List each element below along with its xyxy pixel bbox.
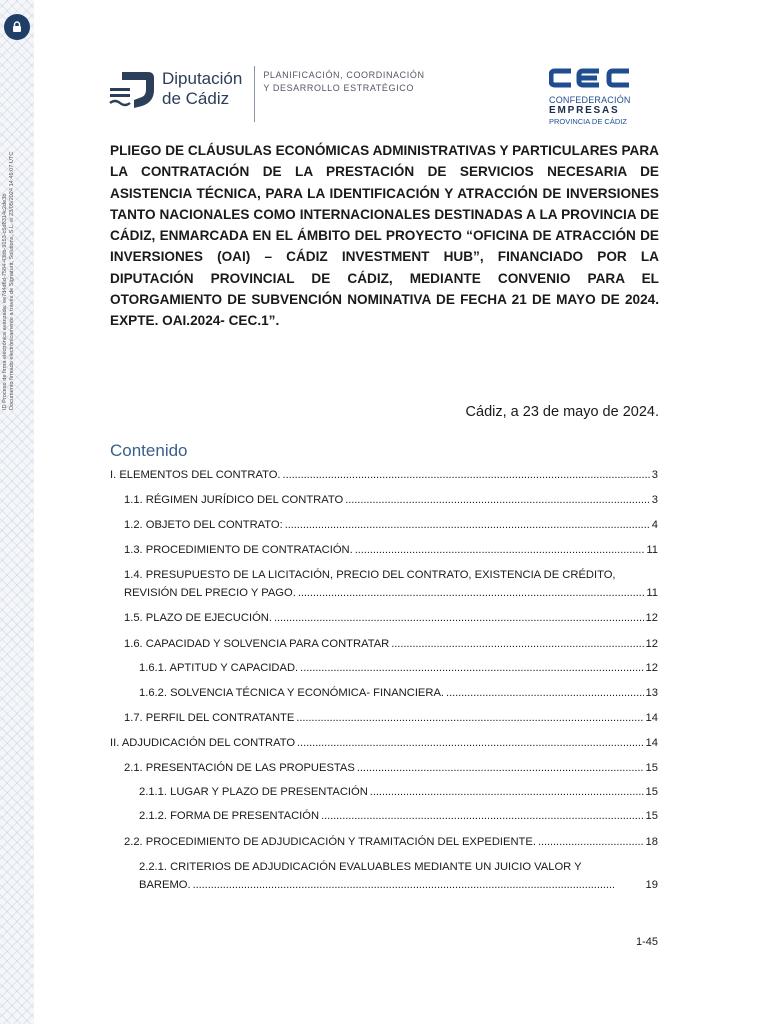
toc-dot-leader [297, 737, 644, 749]
toc-dot-leader [193, 879, 644, 891]
toc-dot-leader [298, 587, 645, 599]
page-number: 1-45 [635, 936, 658, 948]
toc-entry-text: 1.7. PERFIL DEL CONTRATANTE [124, 712, 295, 724]
department-line-2: Y DESARROLLO ESTRATÉGICO [263, 83, 414, 93]
signature-line-2: Documento firmado electrónicamente a través de Signaturit, Solutions, S.L. el 23/05/2024 14:45:07 UTC [9, 151, 15, 410]
toc-entry-page: 19 [645, 879, 658, 891]
toc-dot-leader [446, 687, 644, 699]
toc-entry-text: 1.1. RÉGIMEN JURÍDICO DEL CONTRATO [124, 494, 344, 506]
toc-entry-text: II. ADJUDICACIÓN DEL CONTRATO [110, 737, 296, 749]
lock-icon[interactable] [4, 14, 30, 40]
signature-sidebar [0, 0, 34, 1024]
toc-entry[interactable] [124, 638, 658, 650]
toc-entry-page: 3 [651, 494, 658, 506]
toc-entry-page: 12 [645, 662, 658, 674]
toc-entry-page: 12 [645, 612, 658, 624]
toc-heading: Contenido [110, 441, 188, 460]
toc-entry-text: BAREMO. [139, 879, 191, 891]
toc-entry[interactable] [124, 519, 658, 531]
toc-entry-page: 15 [645, 762, 658, 774]
toc-dot-leader [391, 638, 643, 650]
cec-logo [549, 68, 633, 127]
department-line-1: PLANIFICACIÓN, COORDINACIÓN [263, 70, 425, 80]
toc-dot-leader [538, 836, 644, 848]
diputacion-name-line-1: Diputación [162, 69, 243, 88]
toc-entry-page: 18 [645, 836, 658, 848]
toc-entry-text-wrapped[interactable]: 2.2.1. CRITERIOS DE ADJUDICACIÓN EVALUABLES MEDIANTE UN JUICIO VALOR Y [139, 861, 582, 873]
signature-text [2, 140, 28, 410]
toc-entry-page: 3 [651, 469, 658, 481]
toc-entry[interactable] [124, 836, 658, 848]
document-title: PLIEGO DE CLÁUSULAS ECONÓMICAS ADMINISTRATIVAS Y PARTICULARES PARA LA CONTRATACIÓN DE LA PRESTACIÓN DE SERVICIOS NECESARIA DE ASISTENCIA TÉCNICA, PARA LA IDENTIFICACIÓN Y ATRACCIÓN DE INVERSIONES TANTO NACIONALES COMO INTERNACIONALES DESTINADAS A LA PROVINCIA DE CÁDIZ, ENMARCADA EN EL ÁMBITO DEL PROYECTO “OFICINA DE ATRACCIÓN DE INVERSIONES (OAI) – CÁDIZ INVESTMENT HUB”, FINANCIADO POR LA DIPUTACIÓN PROVINCIAL DE CÁDIZ, MEDIANTE CONVENIO PARA EL OTORGAMIENTO DE SUBVENCIÓN NOMINATIVA DE FECHA 21 DE MAYO DE 2024. EXPTE. OAI.2024- CEC.1”. [110, 143, 659, 329]
toc-entry-page: 15 [645, 810, 658, 822]
toc-entry-text: I. ELEMENTOS DEL CONTRATO. [110, 469, 281, 481]
toc-entry-text: 1.5. PLAZO DE EJECUCIÓN. [124, 612, 272, 624]
diputacion-logo-icon [108, 70, 156, 110]
toc-dot-leader [283, 469, 650, 481]
toc-dot-leader [274, 612, 644, 624]
toc-entry[interactable] [110, 737, 658, 749]
cec-line-2: EMPRESAS [549, 105, 620, 116]
toc-dot-leader [300, 662, 643, 674]
toc-entry[interactable] [124, 544, 658, 556]
toc-entry-text: 1.6.2. SOLVENCIA TÉCNICA Y ECONÓMICA- FINANCIERA. [139, 687, 445, 699]
toc-entry[interactable] [139, 879, 658, 891]
toc-entry-text: 1.6. CAPACIDAD Y SOLVENCIA PARA CONTRATAR [124, 638, 390, 650]
toc-entry-page: 4 [651, 519, 658, 531]
toc-entry-page: 15 [645, 786, 658, 798]
document-date: Cádiz, a 23 de mayo de 2024. [465, 404, 659, 420]
diputacion-name [162, 69, 242, 109]
cec-line-3: PROVINCIA DE CÁDIZ [549, 117, 627, 126]
toc-dot-leader [321, 810, 643, 822]
toc-entry-text: 1.2. OBJETO DEL CONTRATO: [124, 519, 283, 531]
diputacion-name-line-2: de Cádiz [162, 89, 230, 108]
toc-dot-leader [370, 786, 644, 798]
toc-entry-text: 1.6.1. APTITUD Y CAPACIDAD. [139, 662, 299, 674]
toc-entry[interactable] [139, 786, 658, 798]
toc-entry[interactable] [124, 712, 658, 724]
toc-dot-leader [285, 519, 650, 531]
toc-entry[interactable] [124, 587, 658, 599]
department-name [263, 69, 424, 95]
cec-line-1: CONFEDERACIÓN [549, 95, 631, 105]
toc-entry[interactable] [124, 762, 658, 774]
cec-mark-icon [549, 68, 631, 88]
toc-entry-text-wrapped[interactable]: 1.4. PRESUPUESTO DE LA LICITACIÓN, PRECIO DEL CONTRATO, EXISTENCIA DE CRÉDITO, [124, 569, 616, 581]
toc-entry-page: 14 [645, 712, 658, 724]
toc-entry[interactable] [110, 469, 658, 481]
toc-dot-leader [355, 544, 645, 556]
toc-dot-leader [357, 762, 644, 774]
header-divider [254, 66, 255, 122]
toc-entry-page: 14 [645, 737, 658, 749]
toc-entry-page: 11 [646, 587, 658, 599]
toc-entry-text: 2.2. PROCEDIMIENTO DE ADJUDICACIÓN Y TRAMITACIÓN DEL EXPEDIENTE. [124, 836, 536, 848]
signature-line-1: ID Proceso de firma electrónica avanzada: ee7d4d6d-7584-43bb-9153-c5d8314c2de3b [2, 193, 8, 410]
toc-entry-page: 12 [645, 638, 658, 650]
diputacion-header [108, 66, 425, 126]
toc-entry[interactable] [139, 687, 658, 699]
toc-entry-text: 2.1.2. FORMA DE PRESENTACIÓN [139, 810, 320, 822]
toc-entry-page: 11 [646, 544, 658, 556]
toc-dot-leader [296, 712, 643, 724]
toc-entry[interactable] [124, 494, 658, 506]
toc-dot-leader [345, 494, 650, 506]
toc-entry-text: 2.1. PRESENTACIÓN DE LAS PROPUESTAS [124, 762, 355, 774]
toc-entry-text: REVISIÓN DEL PRECIO Y PAGO. [124, 587, 296, 599]
toc-entry[interactable] [139, 810, 658, 822]
toc-entry-text: 1.3. PROCEDIMIENTO DE CONTRATACIÓN. [124, 544, 353, 556]
toc-entry-page: 13 [645, 687, 658, 699]
toc-entry[interactable] [124, 612, 658, 624]
toc-entry[interactable] [139, 662, 658, 674]
toc-entry-text: 2.1.1. LUGAR Y PLAZO DE PRESENTACIÓN [139, 786, 368, 798]
